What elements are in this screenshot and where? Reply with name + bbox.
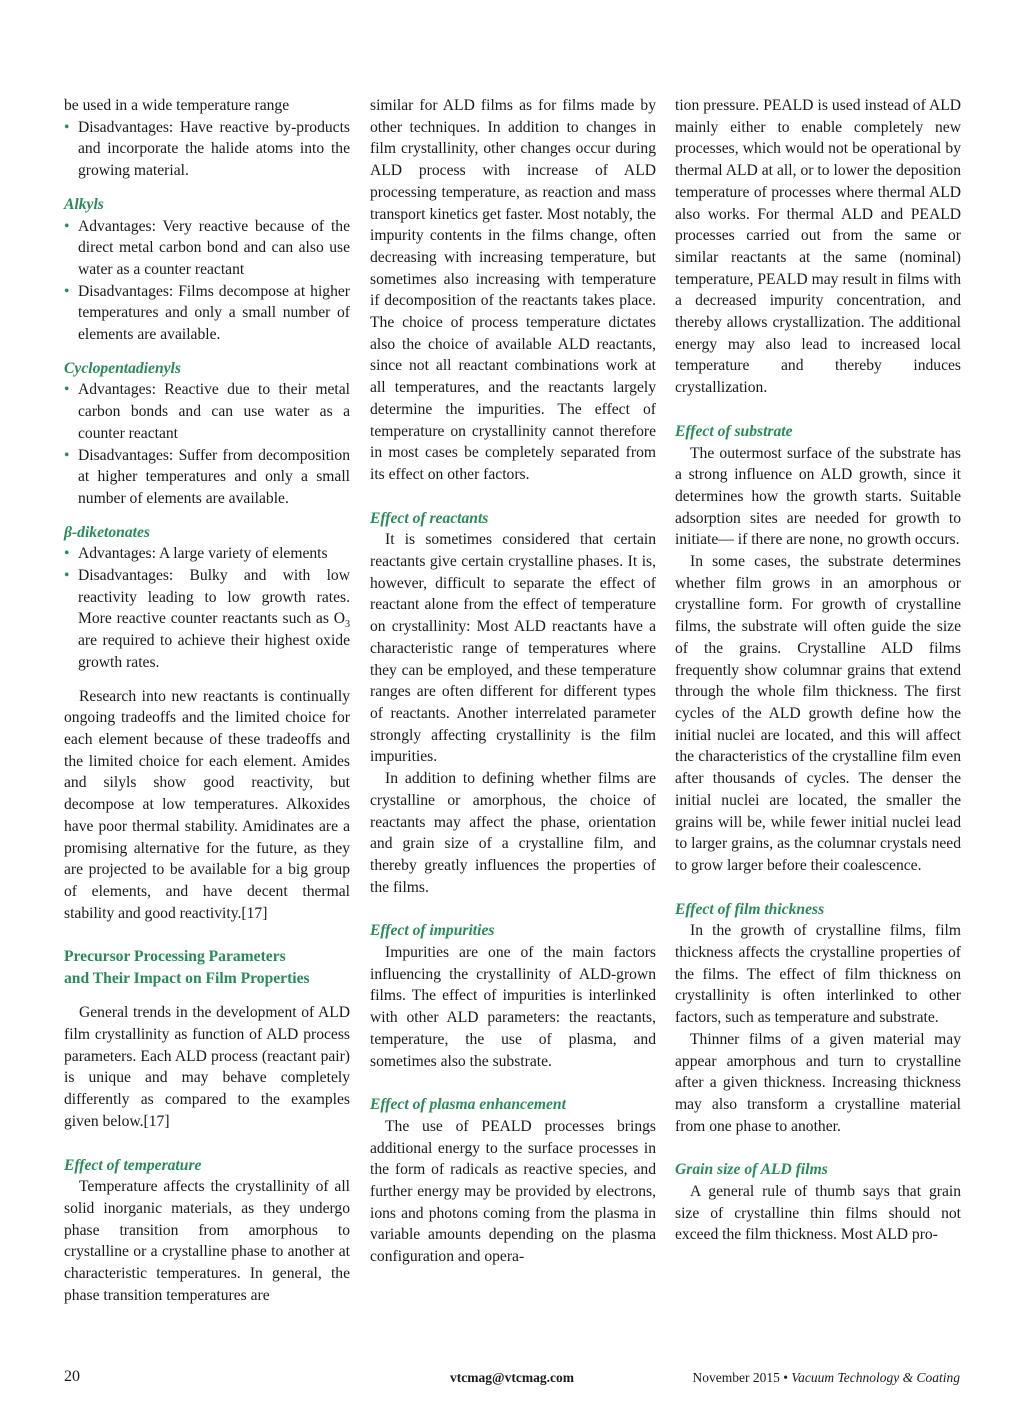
bullet-icon: • bbox=[64, 282, 70, 300]
grain-size-paragraph: A general rule of thumb says that grain size of crystalline thin films should not exceed the film thickness. Most ALD pro- bbox=[675, 1183, 961, 1244]
list-item: • Disadvantages: Films decompose at higher temperatures and only a small number of elements are available. bbox=[64, 282, 350, 344]
alkyls-bullet-list bbox=[64, 216, 350, 346]
magazine-name: Vacuum Technology & Coating bbox=[791, 1370, 960, 1385]
bullet-icon: • bbox=[64, 446, 70, 464]
list-item: • Disadvantages: Suffer from decomposition at higher temperatures and only a small number of elements are available. bbox=[64, 446, 350, 507]
spacer bbox=[64, 990, 350, 1002]
column-3 bbox=[675, 95, 961, 1246]
substrate-paragraph-2: In some cases, the substrate determines whether film grows in an amorphous or crystalline form. For growth of crystalline films, the substrate will often guide the size of the grains. Crystalline ALD films frequently show columnar grains that extend through the whole film thickness. The first cycles of the ALD growth define how the initial nuclei are located, and this will affect the characteristics of the crystalline film even after thousands of cycles. The denser the initial nuclei are located, the smaller the grains will be, while fewer initial nuclei lead to larger grains, as the columnar crystals need to grow larger before their coalescence. bbox=[675, 553, 961, 874]
plasma-continuation: tion pressure. PEALD is used instead of ALD mainly either to enable completely new processes, which would not be operational by thermal ALD at all, or to lower the deposition temperature of processes where thermal ALD also works. For thermal ALD and PEALD processes carried out from the same or similar reactants at the same (nominal) temperature, PEALD may result in films with a decreased impurity concentration, and thereby allows crystallization. The additional energy may also lead to increased local temperature and thereby induces crystallization. bbox=[675, 97, 961, 397]
column-1 bbox=[64, 95, 350, 1306]
list-item: • Advantages: Very reactive because of the direct metal carbon bond and can also use water as a counter reactant bbox=[64, 217, 350, 278]
bullet-icon: • bbox=[64, 567, 70, 585]
alkyls-subheading: Alkyls bbox=[64, 195, 104, 213]
reactants-paragraph-2: In addition to defining whether films are crystalline or amorphous, the choice of reactants may affect the phase, orientation and grain size of a crystalline film, and thereby greatly influences the properties of the films. bbox=[370, 770, 656, 896]
section-heading-line-1: Precursor Processing Parameters bbox=[64, 948, 286, 966]
film-thickness-subheading: Effect of film thickness bbox=[675, 900, 825, 918]
beta-diketonates-bullet-list bbox=[64, 543, 350, 673]
plasma-subheading: Effect of plasma enhancement bbox=[370, 1096, 566, 1114]
issue-date: November 2015 bbox=[692, 1370, 780, 1385]
bullet-icon: • bbox=[64, 381, 70, 399]
list-item: • Disadvantages: Bulky and with low reactivity leading to low growth rates. More reactive counter reactants such as $O_3$ are required to achieve their highest oxide growth rates. bbox=[64, 567, 350, 671]
impurities-subheading: Effect of impurities bbox=[370, 922, 495, 940]
spacer bbox=[64, 674, 350, 686]
page-footer bbox=[64, 1366, 960, 1388]
general-trends-paragraph: General trends in the development of ALD film crystallinity as function of ALD process parameters. Each ALD process (reactant pair) is unique and may behave completely differently as compared to the examples given below.[17] bbox=[64, 1004, 350, 1130]
column-2 bbox=[370, 95, 656, 1268]
temperature-paragraph: Temperature affects the crystallinity of all solid inorganic materials, as they undergo phase transition from amorphous to crystalline or a crystalline phase to another at characteristic temperatures. In general, the phase transition temperatures are bbox=[64, 1178, 350, 1304]
footer-email: vtcmag@vtcmag.com bbox=[450, 1370, 574, 1385]
footer-issue bbox=[693, 1367, 960, 1389]
section-heading bbox=[64, 946, 350, 990]
bullet-icon: • bbox=[64, 545, 70, 563]
reactants-paragraph-1: It is sometimes considered that certain reactants give certain crystalline phases. It is, however, difficult to separate the effect of reactant alone from the effect of temperature on crystallinity: Most ALD reactants have a characteristic range of temperatures where they can be employed, and these temperature ranges are often different for different types of reactants. Another interrelated parameter strongly affecting crystallinity is the film impurities. bbox=[370, 531, 656, 766]
bullet-icon: • bbox=[64, 118, 70, 136]
ozone-subscript: 3 bbox=[345, 619, 350, 631]
substrate-paragraph-1: The outermost surface of the substrate has a strong influence on ALD growth, since it determines how the growth starts. Suitable adsorption sites are needed for growth to initiate— if there are none, no growth occurs. bbox=[675, 444, 961, 549]
beta-diketonates-subheading: β-diketonates bbox=[64, 523, 150, 541]
cyclopentadienyls-bullet-list bbox=[64, 379, 350, 509]
film-thickness-paragraph-1: In the growth of crystalline films, film thickness affects the crystalline properties of the films. The effect of film thickness on crystallinity is often interlinked to other factors, such as temperature and substrate. bbox=[675, 922, 961, 1027]
grain-size-subheading: Grain size of ALD films bbox=[675, 1161, 828, 1179]
temperature-continuation: similar for ALD films as for films made by other techniques. In addition to changes in film crystallinity, other changes occur during ALD process with increase of ALD processing temperature, as reaction and mass transport kinetics get faster. Most notably, the impurity contents in the films change, often decreasing with increasing temperature, but sometimes also increasing with temperature if decomposition of the reactants takes place. The choice of process temperature dictates also the choice of available ALD reactants, since not all reactant combinations work at all temperatures, and the reactants largely determine the impurities. The effect of temperature on crystallinity cannot therefore in most cases be completely separated from its effect on other factors. bbox=[370, 97, 656, 483]
separator-dot: • bbox=[783, 1370, 788, 1385]
film-thickness-paragraph-2: Thinner films of a given material may appear amorphous and turn to crystalline after a given thickness. Increasing thickness may also transform a crystalline material from one phase to another. bbox=[675, 1030, 961, 1135]
impurities-paragraph: Impurities are one of the main factors influencing the crystallinity of ALD-grown films. The effect of impurities is interlinked with other ALD parameters: the reactants, temperature, the use of plasma, and sometimes also the substrate. bbox=[370, 944, 656, 1070]
fragment-line: be used in a wide temperature range bbox=[64, 97, 290, 114]
page-number: 20 bbox=[64, 1368, 80, 1385]
research-paragraph: Research into new reactants is continually ongoing tradeoffs and the limited choice for each element because of these tradeoffs and the limited choice for each element. Amides and silyls show good reactivity, but decompose at low temperatures. Alkoxides have poor thermal stability. Amidinates are a promising alternative for the future, as they are projected to be available for a big group of elements, and have decent thermal stability and good reactivity.[17] bbox=[64, 687, 350, 922]
bullet-icon: • bbox=[64, 217, 70, 235]
reactants-subheading: Effect of reactants bbox=[370, 509, 489, 527]
temperature-subheading: Effect of temperature bbox=[64, 1156, 202, 1174]
substrate-subheading: Effect of substrate bbox=[675, 422, 793, 440]
list-item: • Disadvantages: Have reactive by-products and incorporate the halide atoms into the growing material. bbox=[64, 118, 350, 180]
section-heading-line-2: and Their Impact on Film Properties bbox=[64, 970, 310, 988]
halides-bullet-list bbox=[64, 117, 350, 182]
list-item: • Advantages: A large variety of elements bbox=[64, 543, 350, 565]
plasma-paragraph: The use of PEALD processes brings additional energy to the surface processes in the form of radicals as reactive species, and further energy may be provided by electrons, ions and photons coming from the plasma in variable amounts depending on the plasma configuration and opera- bbox=[370, 1117, 656, 1266]
list-item: • Advantages: Reactive due to their metal carbon bonds and can use water as a counter reactant bbox=[64, 381, 350, 442]
cyclopentadienyls-subheading: Cyclopentadienyls bbox=[64, 359, 181, 377]
